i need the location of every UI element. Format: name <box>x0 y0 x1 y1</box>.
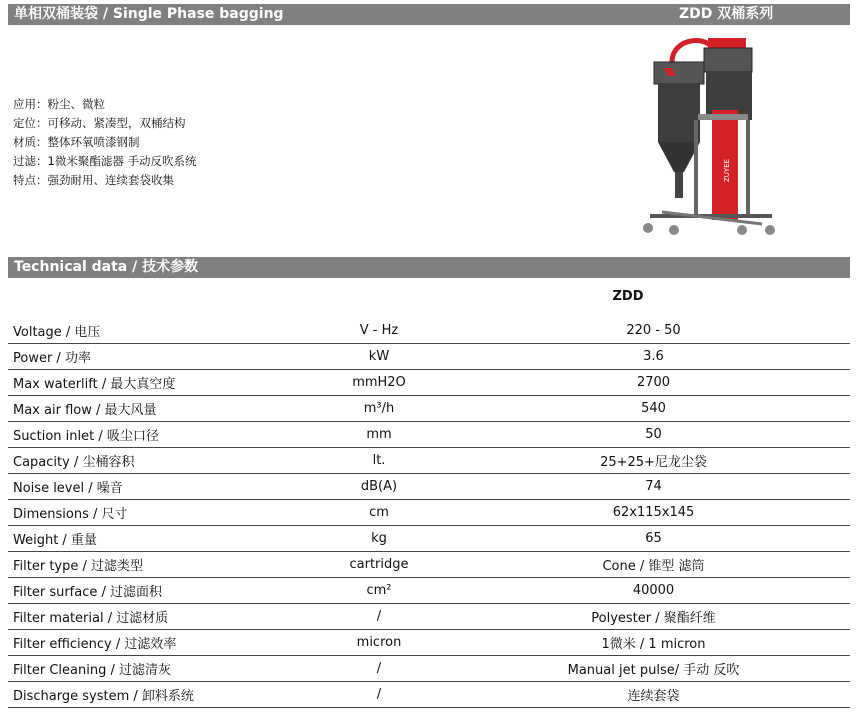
spec-name: Dimensions / 尺寸 <box>8 500 301 526</box>
spec-value: Cone / 锥型 滤筒 <box>457 552 850 578</box>
spec-name: Max waterlift / 最大真空度 <box>8 370 301 396</box>
table-row <box>8 396 850 422</box>
spec-name: Filter Cleaning / 过滤清灰 <box>8 656 301 682</box>
spec-value: 40000 <box>457 578 850 604</box>
technical-data-title: Technical data / 技术参数 <box>14 259 199 275</box>
spec-name: Filter surface / 过滤面积 <box>8 578 301 604</box>
feature-list <box>13 95 196 190</box>
spec-unit: micron <box>301 630 457 656</box>
spec-value: 65 <box>457 526 850 552</box>
feature-line: 应用：粉尘、微粒 <box>13 97 105 111</box>
spec-unit: / <box>301 604 457 630</box>
spec-name: Weight / 重量 <box>8 526 301 552</box>
table-row <box>8 526 850 552</box>
spec-name: Max air flow / 最大风量 <box>8 396 301 422</box>
spec-value: 50 <box>457 422 850 448</box>
spec-value: 74 <box>457 474 850 500</box>
spec-unit: V - Hz <box>301 318 457 344</box>
spec-unit: lt. <box>301 448 457 474</box>
table-row <box>8 682 850 708</box>
technical-data-bar <box>8 257 850 278</box>
spec-name: Noise level / 噪音 <box>8 474 301 500</box>
spec-name: Suction inlet / 吸尘口径 <box>8 422 301 448</box>
table-row <box>8 318 850 344</box>
spec-name: Filter material / 过滤材质 <box>8 604 301 630</box>
spec-value: 220 - 50 <box>457 318 850 344</box>
spec-unit: dB(A) <box>301 474 457 500</box>
brand-label: ZUYEE <box>723 158 731 182</box>
header-title: 单相双桶装袋 / Single Phase bagging <box>14 6 284 22</box>
spec-unit: / <box>301 656 457 682</box>
header-bar <box>8 4 850 25</box>
table-row <box>8 630 850 656</box>
table-row <box>8 474 850 500</box>
feature-line: 特点：强劲耐用、连续套袋收集 <box>13 173 174 187</box>
feature-line: 定位：可移动、紧凑型，双桶结构 <box>13 116 186 130</box>
spec-name: Power / 功率 <box>8 344 301 370</box>
product-image <box>632 32 782 242</box>
table-row <box>8 656 850 682</box>
spec-name: Capacity / 尘桶容积 <box>8 448 301 474</box>
spec-value: 540 <box>457 396 850 422</box>
spec-value: Manual jet pulse/ 手动 反吹 <box>457 656 850 682</box>
spec-value: 3.6 <box>457 344 850 370</box>
table-row <box>8 422 850 448</box>
table-row <box>8 370 850 396</box>
spec-value: 1微米 / 1 micron <box>457 630 850 656</box>
table-row <box>8 604 850 630</box>
spec-value: 2700 <box>457 370 850 396</box>
spec-name: Voltage / 电压 <box>8 318 301 344</box>
spec-name: Filter type / 过滤类型 <box>8 552 301 578</box>
spec-unit: cm <box>301 500 457 526</box>
table-row <box>8 578 850 604</box>
spec-value: Polyester / 聚酯纤维 <box>457 604 850 630</box>
model-header: ZDD <box>612 289 644 304</box>
series-title: ZDD 双桶系列 <box>679 6 774 22</box>
table-row <box>8 552 850 578</box>
spec-value: 62x115x145 <box>457 500 850 526</box>
spec-unit: m³/h <box>301 396 457 422</box>
table-row <box>8 500 850 526</box>
spec-name: Filter efficiency / 过滤效率 <box>8 630 301 656</box>
spec-value: 25+25+尼龙尘袋 <box>457 448 850 474</box>
table-row <box>8 344 850 370</box>
spec-unit: cm² <box>301 578 457 604</box>
spec-unit: kW <box>301 344 457 370</box>
spec-unit: cartridge <box>301 552 457 578</box>
feature-line: 过滤：1微米聚酯滤器 手动反吹系统 <box>13 154 197 168</box>
table-row <box>8 448 850 474</box>
spec-unit: mmH2O <box>301 370 457 396</box>
spec-unit: kg <box>301 526 457 552</box>
spec-unit: / <box>301 682 457 708</box>
spec-unit: mm <box>301 422 457 448</box>
spec-value: 连续套袋 <box>457 682 850 708</box>
spec-table <box>8 318 850 708</box>
spec-name: Discharge system / 卸料系统 <box>8 682 301 708</box>
feature-line: 材质：整体环氧喷漆钢制 <box>13 135 140 149</box>
